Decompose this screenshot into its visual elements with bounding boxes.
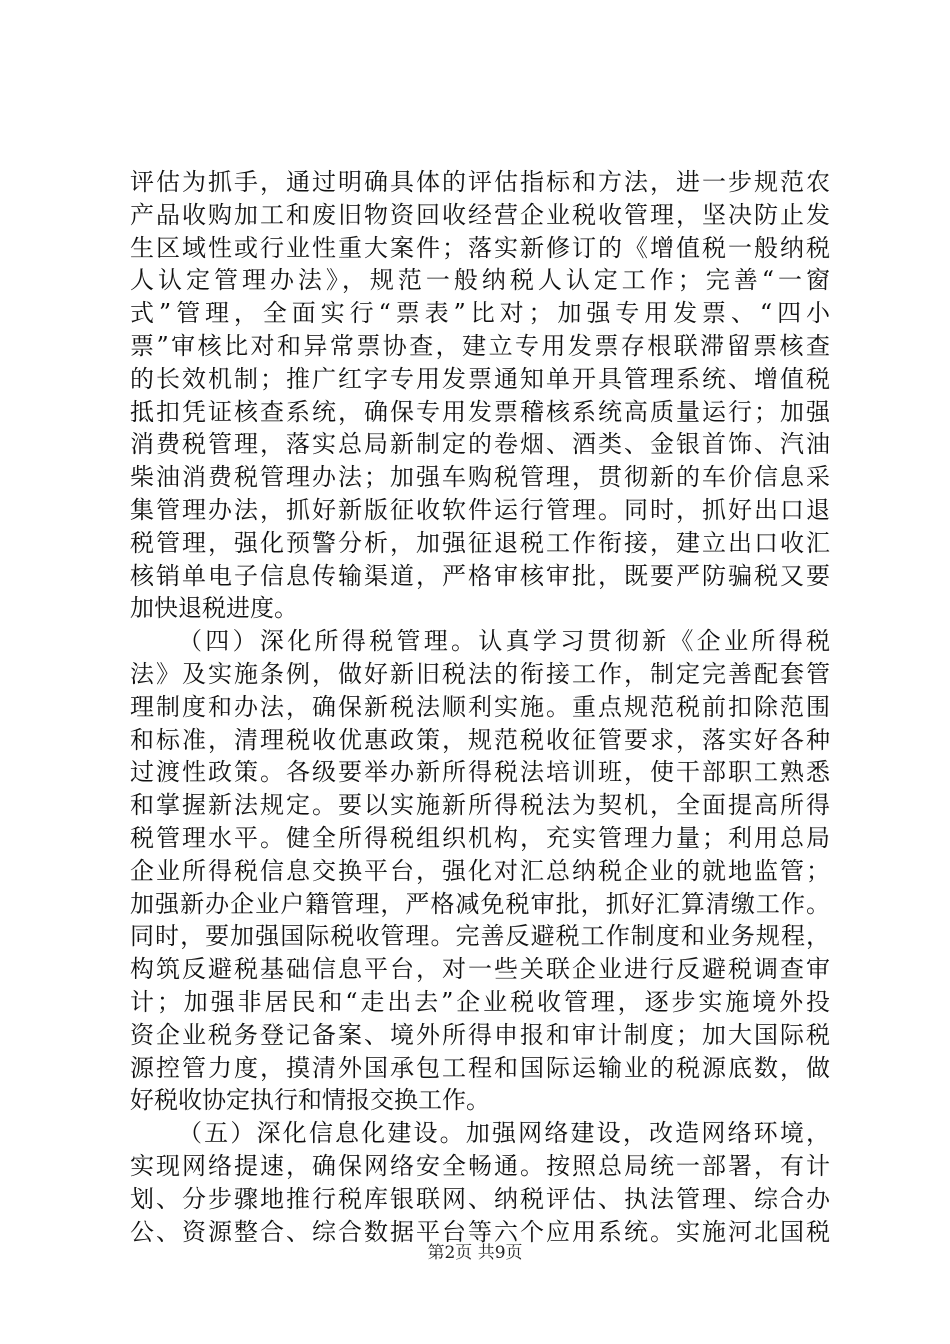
text-line: 票”审核比对和异常票协查，建立专用发票存根联滞留票核查 <box>130 331 830 360</box>
text-line: 消费税管理，落实总局新制定的卷烟、酒类、金银首饰、汽油 <box>130 430 830 459</box>
text-line: 计；加强非居民和“走出去”企业税收管理，逐步实施境外投 <box>130 987 830 1016</box>
text-line: 人认定管理办法》，规范一般纳税人认定工作；完善“一窗 <box>130 266 830 295</box>
text-line: 产品收购加工和废旧物资回收经营企业税收管理，坚决防止发 <box>130 200 830 229</box>
text-line: 生区域性或行业性重大案件；落实新修订的《增值税一般纳税 <box>130 233 830 262</box>
text-line: 评估为抓手，通过明确具体的评估指标和方法，进一步规范农 <box>130 168 830 196</box>
text-line: 集管理办法，抓好新版征收软件运行管理。同时，抓好出口退 <box>130 495 830 524</box>
text-line: 柴油消费税管理办法；加强车购税管理，贯彻新的车价信息采 <box>130 463 830 492</box>
text-line: 划、分步骤地推行税库银联网、纳税评估、执法管理、综合办 <box>130 1184 830 1213</box>
section-heading-line: （五）深化信息化建设。加强网络建设，改造网络环境， <box>178 1119 830 1148</box>
text-line: 资企业税务登记备案、境外所得申报和审计制度；加大国际税 <box>130 1020 830 1049</box>
section-heading-line: （四）深化所得税管理。认真学习贯彻新《企业所得税 <box>178 627 830 656</box>
text-line: 同时，要加强国际税收管理。完善反避税工作制度和业务规程， <box>130 922 830 951</box>
text-line: 税管理水平。健全所得税组织机构，充实管理力量；利用总局 <box>130 823 830 852</box>
text-line: 税管理，强化预警分析，加强征退税工作衔接，建立出口收汇 <box>130 528 830 557</box>
text-line: 式”管理，全面实行“票表”比对；加强专用发票、“四小 <box>130 299 830 328</box>
page-number-footer: 第2页 共9页 <box>427 1243 523 1263</box>
text-line: 抵扣凭证核查系统，确保专用发票稽核系统高质量运行；加强 <box>130 397 830 426</box>
text-line: 公、资源整合、综合数据平台等六个应用系统。实施河北国税 <box>130 1217 830 1246</box>
text-line: 的长效机制；推广红字专用发票通知单开具管理系统、增值税 <box>130 364 830 393</box>
text-line: 理制度和办法，确保新税法顺利实施。重点规范税前扣除范围 <box>130 692 830 721</box>
text-line: 实现网络提速，确保网络安全畅通。按照总局统一部署，有计 <box>130 1151 830 1180</box>
text-line: 和掌握新法规定。要以实施新所得税法为契机，全面提高所得 <box>130 791 830 820</box>
text-line: 源控管力度，摸清外国承包工程和国际运输业的税源底数，做 <box>130 1053 830 1082</box>
body-text <box>130 166 830 1248</box>
text-line: 法》及实施条例，做好新旧税法的衔接工作，制定完善配套管 <box>130 659 830 688</box>
text-line: 好税收协定执行和情报交换工作。 <box>130 1086 490 1115</box>
text-line: 加强新办企业户籍管理，严格减免税审批，抓好汇算清缴工作。 <box>130 889 830 918</box>
text-line: 构筑反避税基础信息平台，对一些关联企业进行反避税调查审 <box>130 955 830 984</box>
text-line: 核销单电子信息传输渠道，严格审核审批，既要严防骗税又要 <box>130 561 830 590</box>
text-line: 企业所得税信息交换平台，强化对汇总纳税企业的就地监管； <box>130 856 830 885</box>
text-line: 加快退税进度。 <box>130 594 298 623</box>
text-line: 过渡性政策。各级要举办新所得税法培训班，使干部职工熟悉 <box>130 758 830 787</box>
text-line: 和标准，清理税收优惠政策，规范税收征管要求，落实好各种 <box>130 725 830 754</box>
